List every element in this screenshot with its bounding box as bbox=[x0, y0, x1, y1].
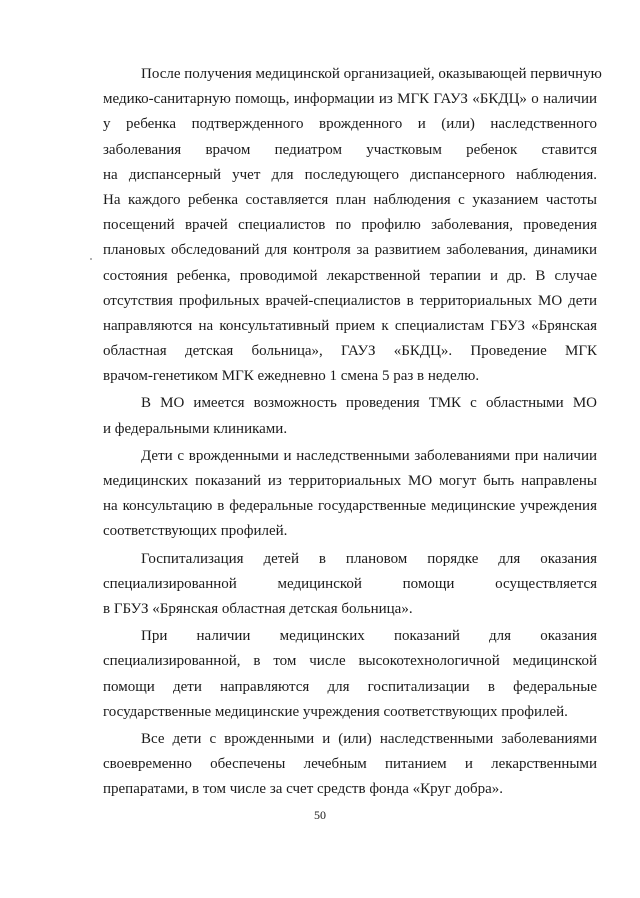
paragraph bbox=[103, 391, 597, 441]
text-line: Все дети с врожденными и (или) наследственными заболеваниями bbox=[141, 730, 597, 747]
text-line: заболевания врачом педиатром участковым ребенок ставится bbox=[103, 141, 597, 158]
text-line: государственные медицинские учреждения соответствующих профилей. bbox=[103, 703, 568, 720]
text-line: препаратами, в том числе за счет средств фонда «Круг добра». bbox=[103, 781, 503, 798]
text-line: и федеральными клиниками. bbox=[103, 420, 288, 437]
text-line: После получения медицинской организацией, оказывающей первичную bbox=[141, 66, 602, 82]
text-line: медицинских показаний из территориальных МО могут быть направлены bbox=[103, 473, 597, 489]
document-body bbox=[103, 62, 602, 802]
text-line: посещений врачей специалистов по профилю заболевания, проведения bbox=[103, 217, 597, 234]
text-line: соответствующих профилей. bbox=[103, 523, 288, 540]
text-line: специализированной, в том числе высокотехнологичной медицинской bbox=[103, 653, 597, 670]
text-line: специализированной медицинской помощи осуществляется bbox=[103, 575, 597, 592]
text-line: отсутствия профильных врачей-специалистов в территориальных МО дети bbox=[103, 292, 597, 309]
text-line: медико-санитарную помощь, информации из МГК ГАУЗ «БКДЦ» о наличии bbox=[103, 91, 597, 108]
text-line: своевременно обеспечены лечебным питанием и лекарственными bbox=[103, 756, 597, 773]
text-line: в ГБУЗ «Брянская областная детская больница». bbox=[103, 600, 413, 617]
text-line: направляются на консультативный прием к специалистам ГБУЗ «Брянская bbox=[103, 317, 597, 334]
text-line: на консультацию в федеральные государственные медицинские учреждения bbox=[103, 498, 597, 515]
scan-speck bbox=[90, 258, 92, 260]
text-line: на диспансерный учет для последующего диспансерного наблюдения. bbox=[103, 166, 597, 183]
text-line: Дети с врожденными и наследственными заболеваниями при наличии bbox=[141, 447, 597, 464]
paragraph bbox=[103, 62, 602, 389]
text-line: Госпитализация детей в плановом порядке для оказания bbox=[141, 550, 597, 567]
paragraph bbox=[103, 727, 597, 803]
text-line: плановых обследований для контроля за развитием заболевания, динамики bbox=[103, 242, 597, 259]
page-number: 50 bbox=[314, 808, 326, 822]
text-line: На каждого ребенка составляется план наблюдения с указанием частоты bbox=[103, 191, 597, 208]
paragraph bbox=[103, 624, 597, 725]
text-line: В МО имеется возможность проведения ТМК с областными МО bbox=[141, 395, 597, 412]
text-line: областная детская больница», ГАУЗ «БКДЦ». Проведение МГК bbox=[103, 343, 597, 360]
text-line: помощи дети направляются для госпитализации в федеральные bbox=[103, 678, 597, 695]
text-line: При наличии медицинских показаний для оказания bbox=[141, 628, 597, 645]
paragraph bbox=[103, 444, 597, 545]
text-line: состояния ребенка, проводимой лекарственной терапии и др. В случае bbox=[103, 267, 597, 284]
text-line: врачом-генетиком МГК ежедневно 1 смена 5 раз в неделю. bbox=[103, 368, 480, 385]
text-line: у ребенка подтвержденного врожденного и (или) наследственного bbox=[103, 116, 597, 133]
paragraph bbox=[103, 547, 597, 623]
